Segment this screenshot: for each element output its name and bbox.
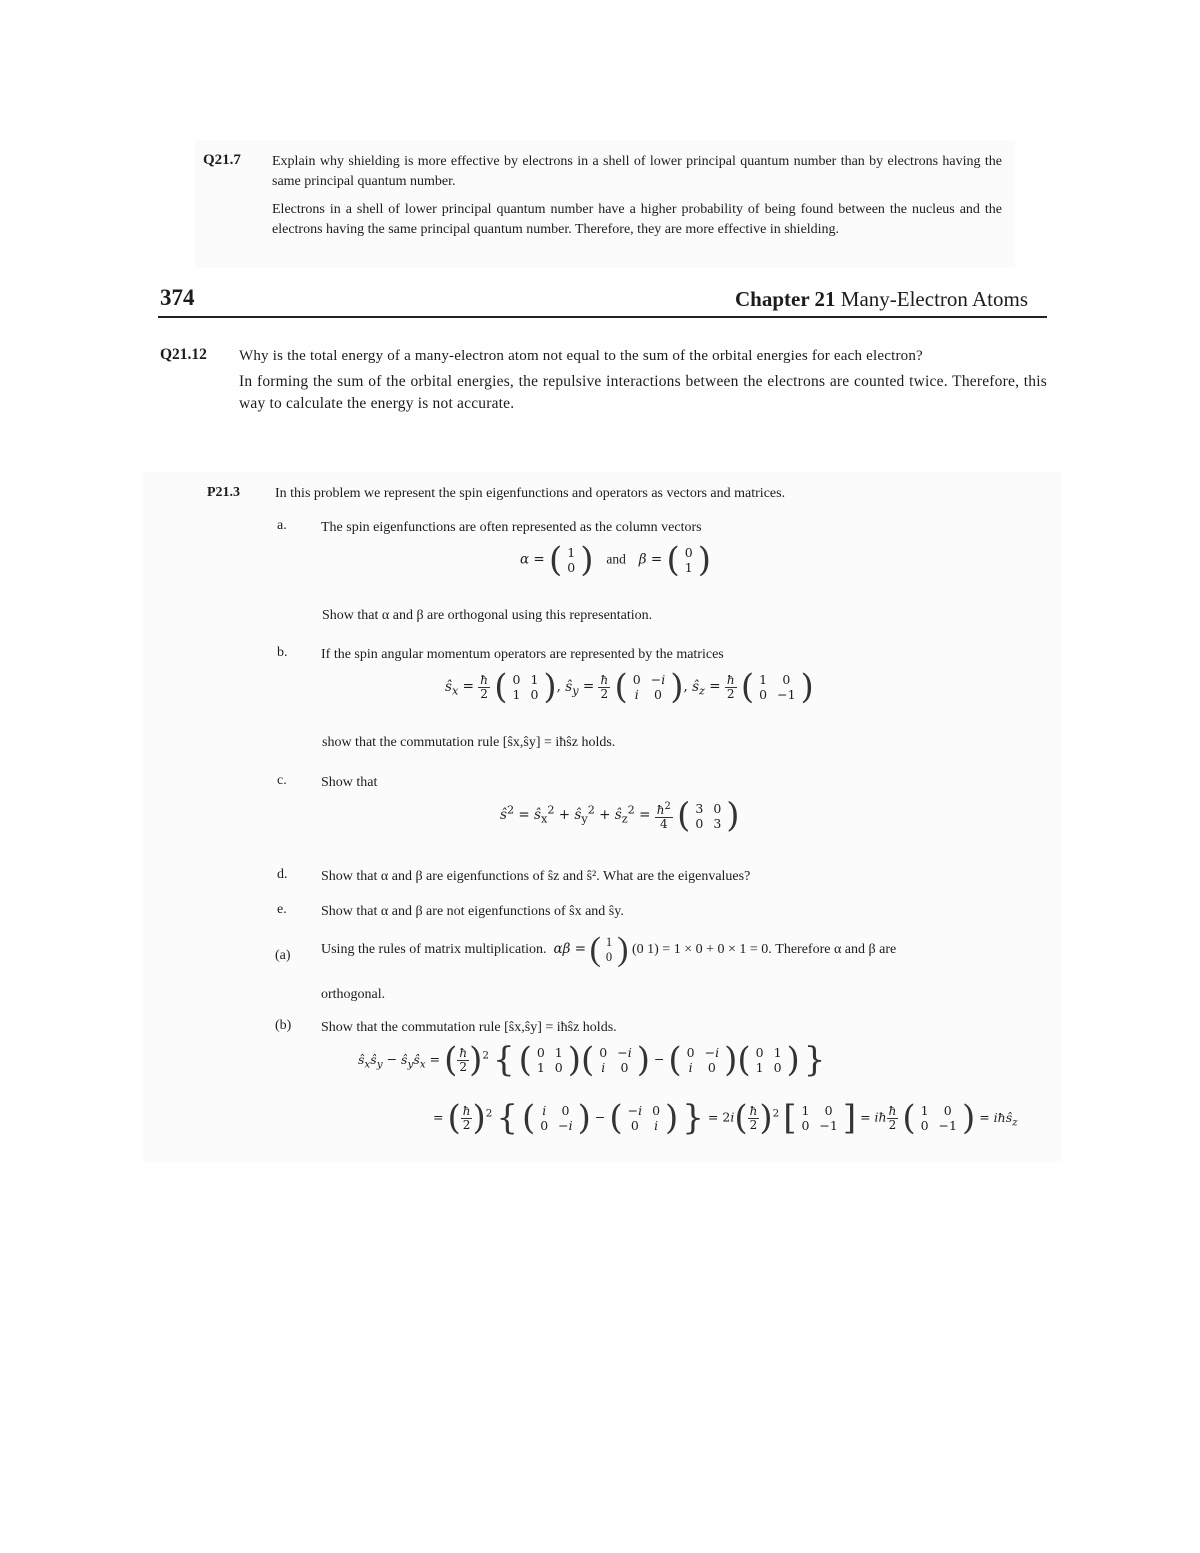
solution-a-text1: Using the rules of matrix multiplication.	[321, 942, 547, 958]
solution-a-text3: orthogonal.	[321, 987, 386, 1002]
part-d-text: Show that α and β are eigenfunctions of ŝz and ŝ². What are the eigenvalues?	[321, 869, 751, 884]
part-a-label: a.	[277, 518, 287, 533]
s-squared-equation: $ŝ^2$ = $ŝ_x^2$ + $ŝ_y^2$ + $ŝ_z^2$ = $\frac{ħ^2}{4}$ ( 3 0 0 3 )	[500, 795, 740, 836]
solution-a-line: Using the rules of matrix multiplication. αβ = ( 1 0 ) (0 1) = 1 × 0 + 0 × 1 = 0. Therefore α and β are	[321, 931, 897, 968]
solution-b-text: Show that the commutation rule [ŝx,ŝy] = iħŝz holds.	[321, 1020, 617, 1035]
and-text: and	[606, 551, 626, 567]
commutator-line-1: $ŝ_xŝ_y$ − $ŝ_yŝ_x$ = ( $\frac{ħ}{2}$ )$^2$ { ( 0 1 1 0 )( 0 −i i 0 ) − ( 0 −i i 0 )( 0 1 1 0 ) }	[358, 1040, 826, 1080]
spin-matrices-equation: $ŝ_x$ = $\frac{ħ}{2}$ ( 0 1 1 0 ), $ŝ_y$ = $\frac{ħ}{2}$ ( 0 −i i 0 ), $ŝ_z$ = $\frac{ħ}{2}$ ( 1 0 0 −1 )	[445, 667, 814, 707]
solution-a-text2: (0 1) = 1 × 0 + 0 × 1 = 0. Therefore α and β are	[631, 942, 897, 958]
part-c-text: Show that	[321, 775, 378, 790]
part-c-label: c.	[277, 773, 287, 788]
part-e-label: e.	[277, 902, 287, 917]
q21-12-answer: In forming the sum of the orbital energies, the repulsive interactions between the electrons are counted twice. Therefore, this way to calculate the energy is not accurate.	[239, 373, 1047, 412]
chapter-name: Many-Electron Atoms	[840, 287, 1028, 311]
header-rule	[158, 316, 1047, 318]
part-b-text: If the spin angular momentum operators are represented by the matrices	[321, 647, 724, 662]
solution-b-label: (b)	[275, 1018, 292, 1033]
alpha-vector: 1 0	[567, 545, 576, 575]
part-d-label: d.	[277, 867, 288, 882]
p21-3-number: P21.3	[207, 485, 241, 500]
q21-12-number: Q21.12	[160, 346, 207, 363]
part-a-show: Show that α and β are orthogonal using this representation.	[322, 608, 653, 623]
chapter-number: Chapter 21	[735, 287, 836, 311]
part-a-text: The spin eigenfunctions are often represented as the column vectors	[321, 520, 702, 535]
q21-7-number: Q21.7	[203, 152, 241, 168]
q21-12-question: Why is the total energy of a many-electron atom not equal to the sum of the orbital energies for each electron?	[239, 348, 923, 364]
solution-a-label: (a)	[275, 948, 291, 963]
part-b-show: show that the commutation rule [ŝx,ŝy] = iħŝz holds.	[322, 735, 616, 750]
beta-vector: 0 1	[684, 545, 693, 575]
part-e-text: Show that α and β are not eigenfunctions of ŝx and ŝy.	[321, 904, 624, 919]
chapter-title	[735, 287, 1028, 312]
page-number: 374	[160, 285, 195, 310]
spin-vectors-equation: α = ( 1 0 ) and β = ( 0 1 )	[520, 540, 711, 580]
q21-7-question: Explain why shielding is more effective by electrons in a shell of lower principal quantum number than by electrons having the same principal quantum number.	[272, 154, 1002, 189]
part-b-label: b.	[277, 645, 288, 660]
p21-3-intro: In this problem we represent the spin eigenfunctions and operators as vectors and matrices.	[275, 486, 786, 501]
commutator-line-2: = ( $\frac{ħ}{2}$ )$^2$ { ( i 0 0 −i ) − ( −i 0 0 i ) } = 2i( $\frac{ħ}{2}$ )$^2$ [ 1 0 0 −1 ] = iħ $\frac{ħ}{2}$ ( 1 0 0 −1 ) = iħŝ$_z$	[433, 1098, 1018, 1138]
q21-7-answer: Electrons in a shell of lower principal quantum number have a higher probability of being found between the nucleus and the electrons having the same principal quantum number. Therefore, they are more effective in shielding.	[272, 202, 1002, 237]
